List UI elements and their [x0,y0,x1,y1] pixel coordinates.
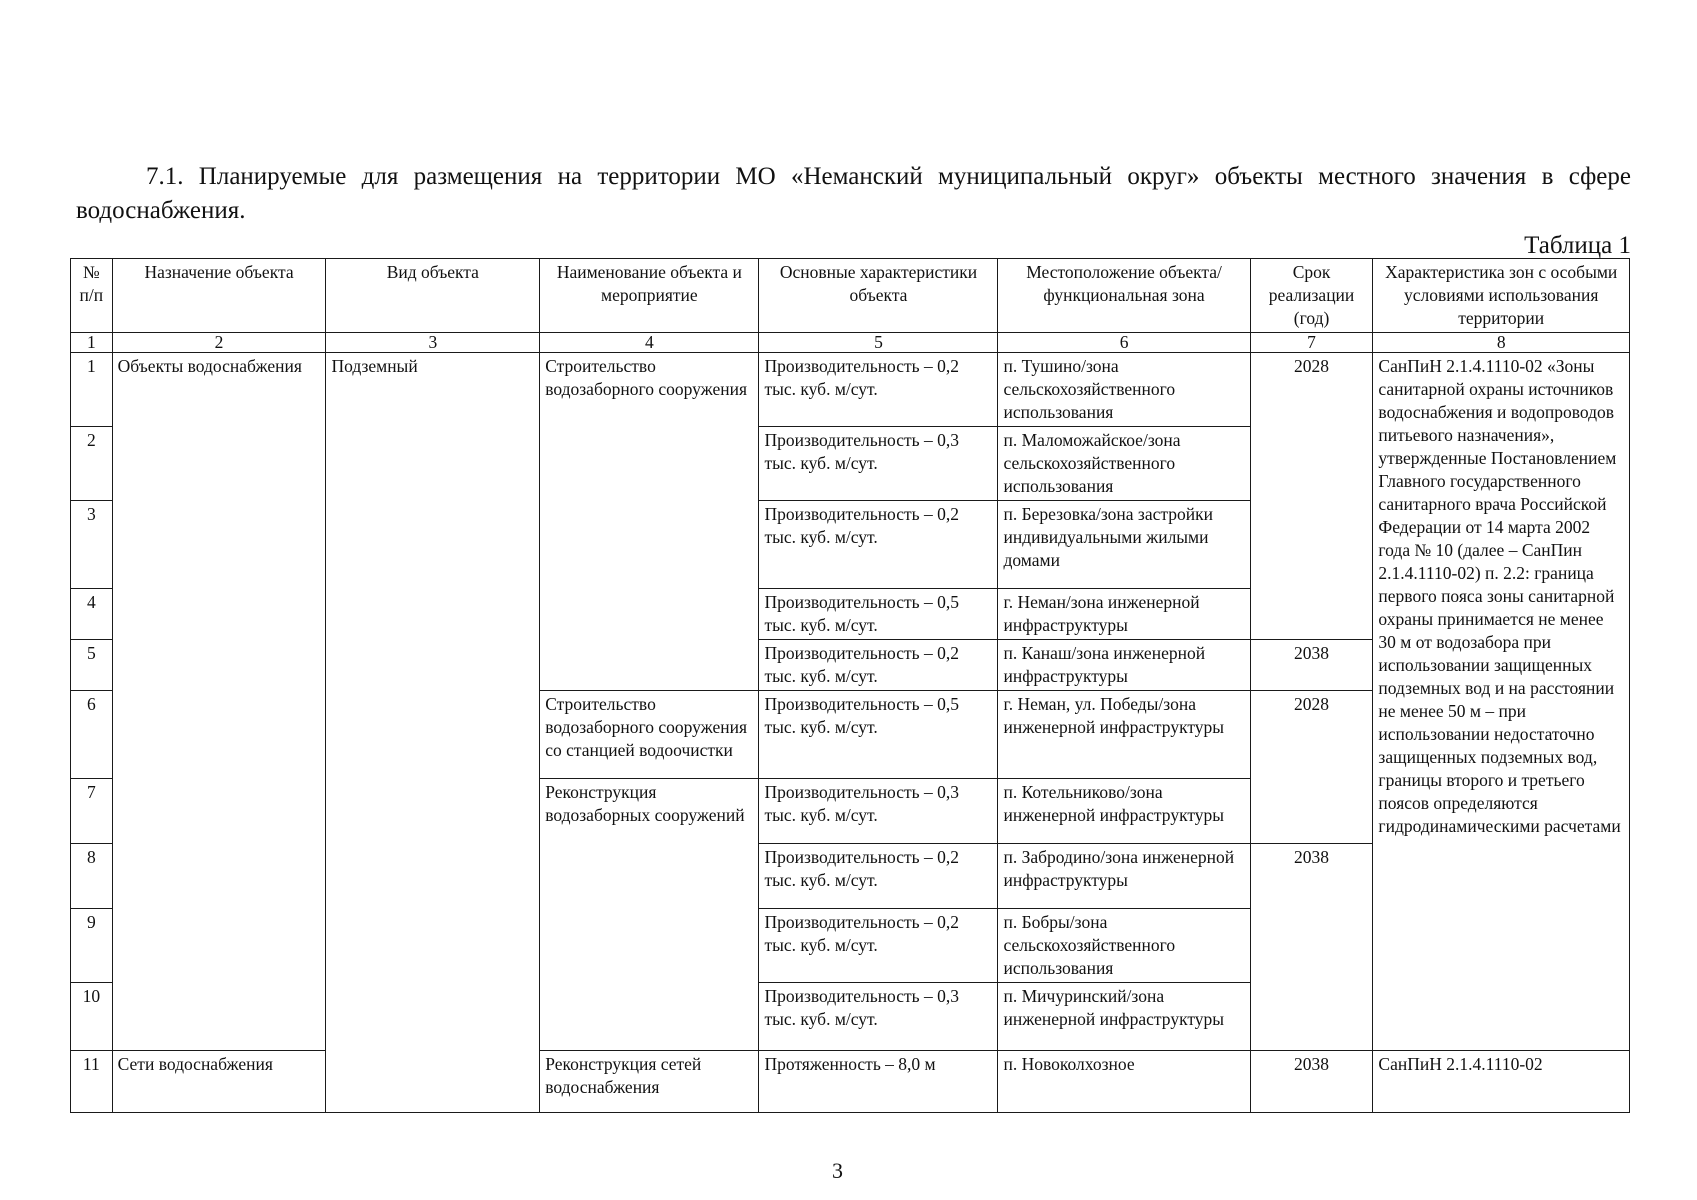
row-number: 7 [71,779,113,844]
implementation-term: 2038 [1250,1051,1373,1113]
page-number: 3 [832,1158,843,1183]
row-number: 2 [71,427,113,501]
implementation-term: 2028 [1250,353,1373,640]
object-characteristics: Производительность – 0,5 тыс. куб. м/сут. [759,691,998,779]
header-row [71,259,1630,333]
object-name: Строительство водозаборного сооружения со станцией водоочистки [540,691,759,779]
col-header-number: № п/п [71,259,113,333]
row-number: 11 [71,1051,113,1113]
col-header-characteristics: Основные характеристики объекта [759,259,998,333]
zone-characteristics: СанПиН 2.1.4.1110-02 [1373,1051,1630,1113]
object-location: г. Неман/зона инженерной инфраструктуры [998,589,1250,640]
col-number: 6 [998,333,1250,353]
object-characteristics: Производительность – 0,3 тыс. куб. м/сут. [759,427,998,501]
object-characteristics: Производительность – 0,2 тыс. куб. м/сут. [759,640,998,691]
zone-characteristics: СанПиН 2.1.4.1110-02 «Зоны санитарной охраны источников водоснабжения и водопроводов питьевого назначения», утвержденные Постановлением Главного государственного санитарного врача Российской Федерации от 14 марта 2002 года № 10 (далее – СанПин 2.1.4.1110-02) п. 2.2: граница первого пояса зоны санитарной охраны принимается не менее 30 м от водозабора при использовании защищенных подземных вод и на расстоянии не менее 50 м – при использовании недостаточно защищенных подземных вод, границы второго и третьего поясов определяются гидродинамическими расчетами [1373,353,1630,1051]
col-number: 7 [1250,333,1373,353]
table-row [71,1051,1630,1113]
object-location: п. Мичуринский/зона инженерной инфраструктуры [998,983,1250,1051]
implementation-term: 2038 [1250,640,1373,691]
object-location: п. Канаш/зона инженерной инфраструктуры [998,640,1250,691]
object-location: п. Новоколхозное [998,1051,1250,1113]
col-number: 1 [71,333,113,353]
object-location: п. Березовка/зона застройки индивидуальными жилыми домами [998,501,1250,589]
col-header-type: Вид объекта [326,259,540,333]
section-heading [76,160,1631,228]
object-characteristics: Производительность – 0,5 тыс. куб. м/сут. [759,589,998,640]
object-location: п. Котельниково/зона инженерной инфраструктуры [998,779,1250,844]
column-number-row [71,333,1630,353]
object-type: Подземный [326,353,540,1113]
row-number: 1 [71,353,113,427]
object-name: Строительство водозаборного сооружения [540,353,759,691]
col-header-term: Срок реализации (год) [1250,259,1373,333]
object-location: п. Тушино/зона сельскохозяйственного использования [998,353,1250,427]
object-purpose: Сети водоснабжения [112,1051,326,1113]
object-characteristics: Производительность – 0,3 тыс. куб. м/сут. [759,779,998,844]
row-number: 3 [71,501,113,589]
implementation-term: 2038 [1250,844,1373,1051]
implementation-term: 2028 [1250,691,1373,844]
row-number: 10 [71,983,113,1051]
object-name: Реконструкция водозаборных сооружений [540,779,759,1051]
col-header-location: Местоположение объекта/ функциональная зона [998,259,1250,333]
object-characteristics: Протяженность – 8,0 м [759,1051,998,1113]
table-label: Таблица 1 [1524,232,1631,259]
object-location: п. Маломожайское/зона сельскохозяйственного использования [998,427,1250,501]
col-number: 4 [540,333,759,353]
row-number: 6 [71,691,113,779]
col-number: 2 [112,333,326,353]
row-number: 5 [71,640,113,691]
object-characteristics: Производительность – 0,3 тыс. куб. м/сут. [759,983,998,1051]
row-number: 8 [71,844,113,909]
row-number: 4 [71,589,113,640]
water-supply-table [70,258,1630,1113]
object-location: п. Бобры/зона сельскохозяйственного использования [998,909,1250,983]
row-number: 9 [71,909,113,983]
col-header-zones: Характеристика зон с особыми условиями использования территории [1373,259,1630,333]
col-number: 5 [759,333,998,353]
heading-text: 7.1. Планируемые для размещения на территории МО «Неманский муниципальный округ» объекты местного значения в сфере водоснабжения. [76,163,1631,224]
object-name: Реконструкция сетей водоснабжения [540,1051,759,1113]
object-location: п. Забродино/зона инженерной инфраструктуры [998,844,1250,909]
object-characteristics: Производительность – 0,2 тыс. куб. м/сут. [759,353,998,427]
col-number: 8 [1373,333,1630,353]
table-row [71,353,1630,427]
object-location: г. Неман, ул. Победы/зона инженерной инфраструктуры [998,691,1250,779]
object-characteristics: Производительность – 0,2 тыс. куб. м/сут. [759,909,998,983]
col-number: 3 [326,333,540,353]
object-characteristics: Производительность – 0,2 тыс. куб. м/сут. [759,501,998,589]
object-purpose: Объекты водоснабжения [112,353,326,1051]
object-characteristics: Производительность – 0,2 тыс. куб. м/сут. [759,844,998,909]
col-header-purpose: Назначение объекта [112,259,326,333]
col-header-name: Наименование объекта и мероприятие [540,259,759,333]
